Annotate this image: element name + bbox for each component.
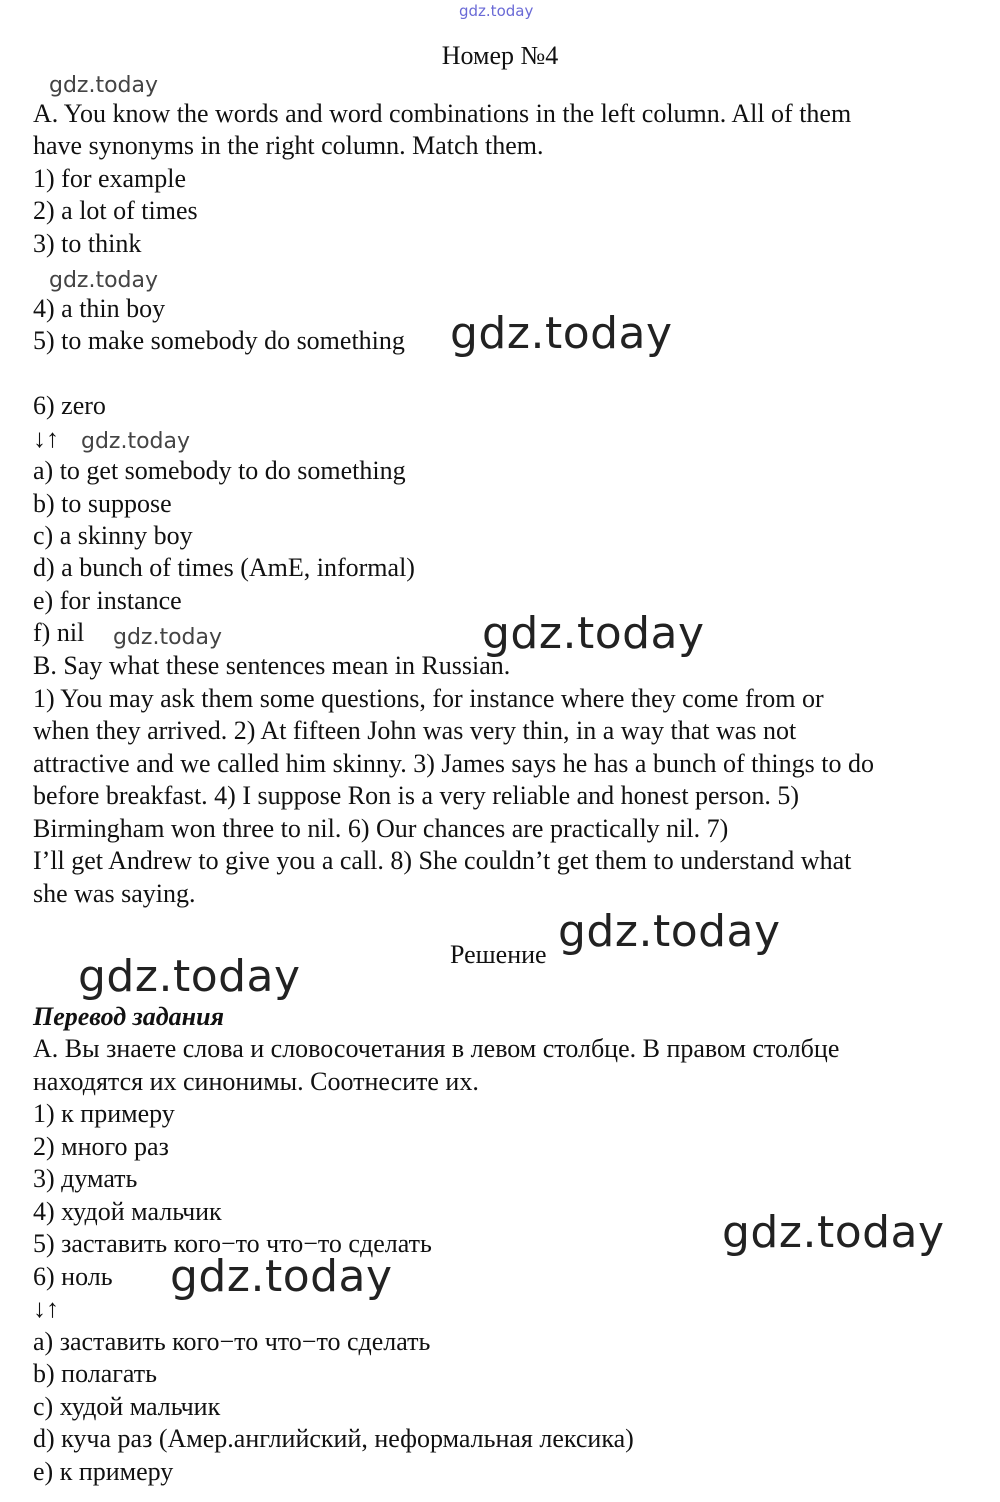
watermark: gdz.today	[722, 1207, 945, 1258]
translation-intro: находятся их синонимы. Соотнесите их.	[33, 1067, 479, 1096]
task-b-intro: B. Say what these sentences mean in Russian.	[33, 651, 511, 680]
paragraph-line: attractive and we called him skinny. 3) James says he has a bunch of things to do	[33, 749, 874, 778]
list-item: c) худой мальчик	[33, 1392, 221, 1421]
watermark: gdz.today	[459, 2, 534, 20]
list-item: 5) заставить кого−то что−то сделать	[33, 1229, 432, 1258]
list-item: 6) zero	[33, 391, 106, 420]
list-item: a) заставить кого−то что−то сделать	[33, 1327, 431, 1356]
list-item: e) for instance	[33, 586, 182, 615]
list-item: 1) к примеру	[33, 1099, 175, 1128]
list-item: b) to suppose	[33, 489, 172, 518]
watermark: gdz.today	[78, 951, 301, 1002]
watermark: gdz.today	[49, 268, 159, 293]
arrows: ↓↑	[33, 1294, 59, 1323]
paragraph-line: she was saying.	[33, 879, 196, 908]
watermark: gdz.today	[81, 429, 191, 454]
watermark: gdz.today	[450, 308, 673, 359]
list-item: d) куча раз (Амер.английский, неформальная лексика)	[33, 1424, 634, 1453]
list-item: 2) a lot of times	[33, 196, 198, 225]
watermark: gdz.today	[113, 625, 223, 650]
task-a-intro: A. You know the words and word combinations in the left column. All of them	[33, 99, 852, 128]
paragraph-line: when they arrived. 2) At fifteen John was very thin, in a way that was not	[33, 716, 797, 745]
list-item: c) a skinny boy	[33, 521, 193, 550]
paragraph-line: before breakfast. 4) I suppose Ron is a very reliable and honest person. 5)	[33, 781, 800, 810]
list-item: 2) много раз	[33, 1132, 169, 1161]
watermark: gdz.today	[558, 906, 781, 957]
solution-label: Решение	[450, 940, 547, 969]
watermark: gdz.today	[170, 1251, 393, 1302]
paragraph-line: I’ll get Andrew to give you a call. 8) She couldn’t get them to understand what	[33, 846, 852, 875]
list-item: 5) to make somebody do something	[33, 326, 405, 355]
translation-heading: Перевод задания	[33, 1002, 224, 1031]
list-item: e) к примеру	[33, 1457, 174, 1486]
paragraph-line: Birmingham won three to nil. 6) Our chances are practically nil. 7)	[33, 814, 729, 843]
watermark: gdz.today	[482, 608, 705, 659]
list-item: 4) худой мальчик	[33, 1197, 222, 1226]
list-item: b) полагать	[33, 1359, 157, 1388]
arrows: ↓↑	[33, 424, 59, 453]
translation-intro: А. Вы знаете слова и словосочетания в левом столбце. В правом столбце	[33, 1034, 840, 1063]
watermark: gdz.today	[49, 73, 159, 98]
page-title: Номер №4	[441, 41, 559, 70]
list-item: 4) a thin boy	[33, 294, 166, 323]
list-item: a) to get somebody to do something	[33, 456, 406, 485]
list-item: f) nil	[33, 618, 85, 647]
list-item: 1) for example	[33, 164, 187, 193]
list-item: 6) ноль	[33, 1262, 113, 1291]
list-item: 3) думать	[33, 1164, 138, 1193]
paragraph-line: 1) You may ask them some questions, for instance where they come from or	[33, 684, 824, 713]
task-a-intro: have synonyms in the right column. Match them.	[33, 131, 544, 160]
list-item: d) a bunch of times (AmE, informal)	[33, 553, 415, 582]
list-item: 3) to think	[33, 229, 142, 258]
